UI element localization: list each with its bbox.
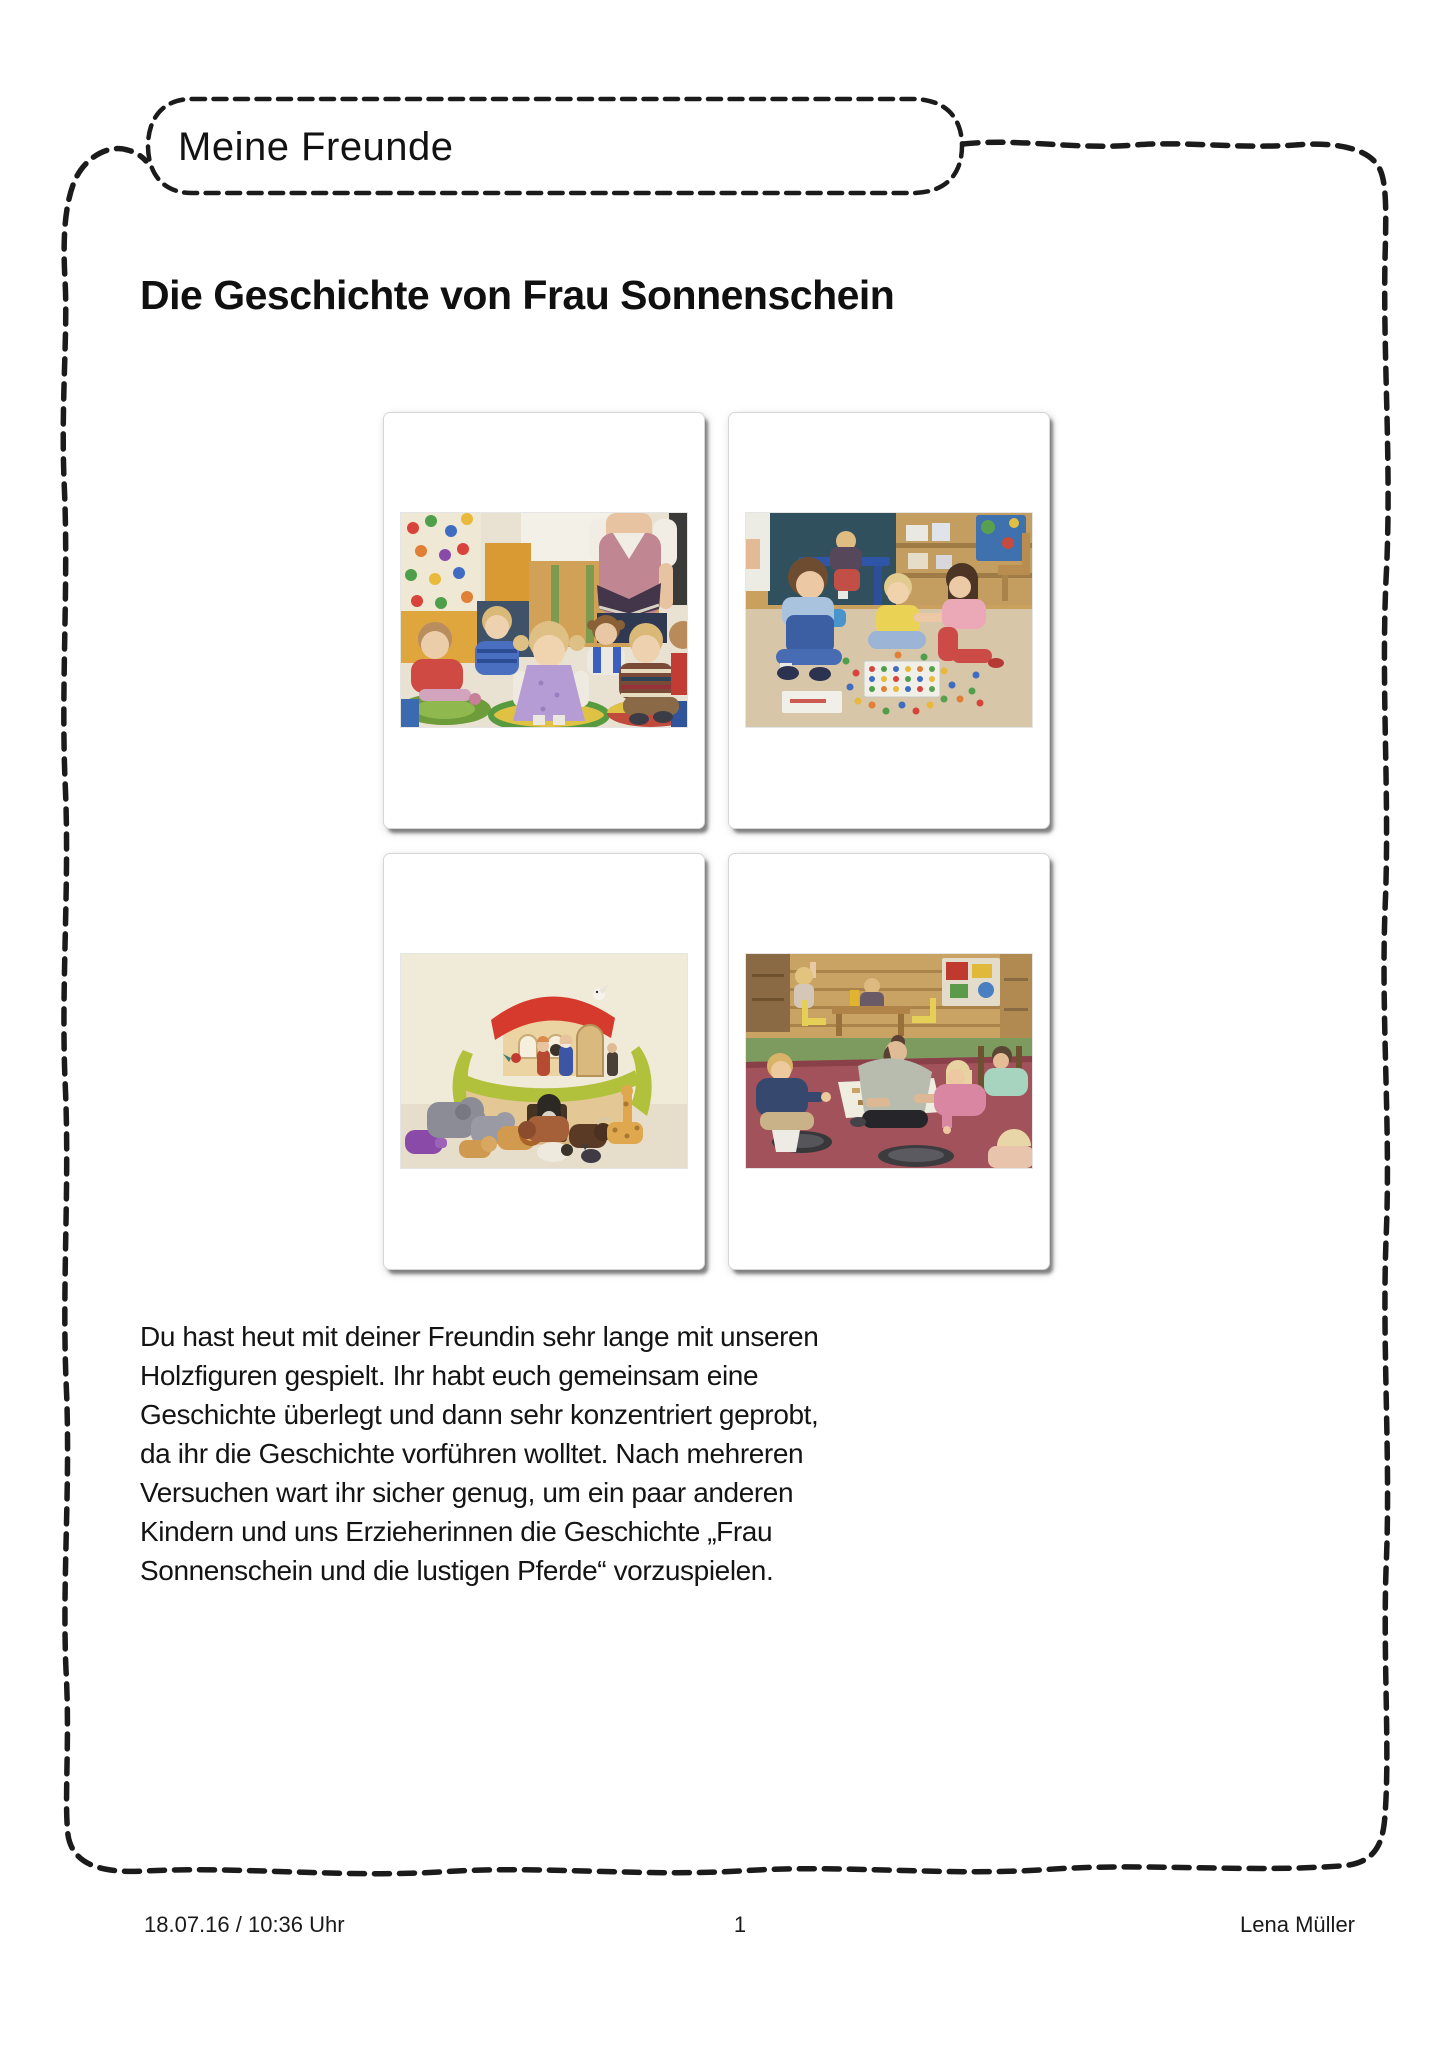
child-3 — [513, 621, 589, 725]
child-6 — [669, 621, 687, 695]
photo-card — [728, 853, 1050, 1270]
story-line: Versuchen wart ihr sicher genug, um ein paar anderen — [140, 1477, 794, 1508]
photo-group-children — [401, 513, 687, 727]
page-title: Meine Freunde — [178, 125, 454, 169]
story-line: Sonnenschein und die lustigen Pferde“ vorzuspielen. — [140, 1555, 774, 1586]
footer-author: Lena Müller — [1240, 1912, 1355, 1937]
story-paragraph — [140, 1317, 970, 1590]
photo-wooden-ark — [401, 954, 687, 1168]
story-line: Geschichte überlegt und dann sehr konzentriert geprobt, — [140, 1399, 819, 1430]
photo-card — [383, 412, 705, 829]
photo-children-beads — [746, 513, 1032, 727]
photo-floor-activity — [746, 954, 1032, 1168]
story-line: Kindern und uns Erzieherinnen die Geschichte „Frau — [140, 1516, 773, 1547]
story-heading: Die Geschichte von Frau Sonnenschein — [140, 272, 895, 318]
story-line: Holzfiguren gespielt. Ihr habt euch gemeinsam eine — [140, 1360, 759, 1391]
story-line: Du hast heut mit deiner Freundin sehr lange mit unseren — [140, 1321, 819, 1352]
photo-card — [383, 853, 705, 1270]
photo-card — [728, 412, 1050, 829]
story-line: da ihr die Geschichte vorführen wolltet. Nach mehreren — [140, 1438, 804, 1469]
footer-page-number: 1 — [733, 1912, 747, 1937]
footer-datetime: 18.07.16 / 10:36 Uhr — [144, 1912, 345, 1937]
outer-dashed-border — [63, 142, 1388, 1873]
